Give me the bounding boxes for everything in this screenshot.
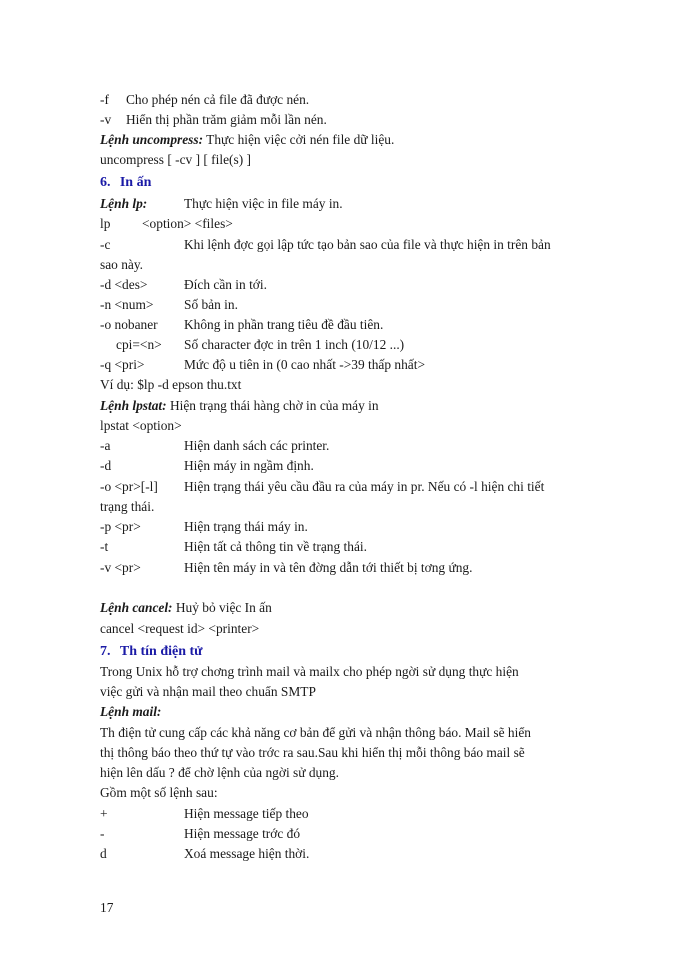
paragraph-line: Trong Unix hỗ trợ chơng trình mail và mailx cho phép ngời sử dụng thực hiện [100, 664, 519, 679]
command-desc: Huỷ bỏ việc In ấn [172, 600, 272, 615]
command-line [100, 131, 394, 148]
option-flag: -t [100, 539, 109, 554]
command-keyword: Lệnh cancel: [100, 600, 173, 615]
option-desc: Xoá message hiện thời. [184, 846, 310, 861]
option-desc: Hiện danh sách các printer. [184, 438, 330, 453]
option-flag: -v [100, 112, 112, 127]
command-desc: Thực hiện việc in file máy in. [184, 196, 343, 211]
option-flag: -n <num> [100, 297, 154, 312]
option-desc: Số character đợc in trên 1 inch (10/12 ...) [184, 337, 405, 352]
section-number: 6. [100, 175, 111, 190]
option-flag: -d [100, 458, 112, 473]
option-desc: Số bản in. [184, 297, 238, 312]
example-line: Ví dụ: $lp -d epson thu.txt [100, 377, 242, 392]
option-flag: -o <pr>[-l] [100, 479, 158, 494]
section-heading [100, 173, 151, 191]
section-number: 7. [100, 644, 111, 659]
option-desc: Hiện message tiếp theo [184, 806, 309, 821]
option-desc: Cho phép nén cả file đã được nén. [126, 92, 310, 107]
command-keyword: Lệnh lpstat: [100, 398, 167, 413]
option-flag: -p <pr> [100, 519, 141, 534]
option-flag: -v <pr> [100, 560, 141, 575]
option-desc: Đích cần in tới. [184, 277, 267, 292]
paragraph-line: thị thông báo theo thứ tự vào trớc ra sau.Sau khi hiển thị mỗi thông báo mail sẽ [100, 745, 525, 760]
option-desc: Hiện tên máy in và tên đờng dẫn tới thiết bị tơng ứng. [184, 560, 473, 575]
syntax-line: cancel <request id> <printer> [100, 621, 260, 636]
option-desc: Hiện trạng thái yêu cầu đầu ra của máy in pr. Nếu có -l hiện chi tiết [184, 479, 545, 494]
command-desc: Hiện trạng thái hàng chờ in của máy in [166, 398, 379, 413]
option-desc: Hiện trạng thái máy in. [184, 519, 308, 534]
command-keyword: Lệnh mail: [100, 704, 162, 719]
syntax-line: uncompress [ -cv ] [ file(s) ] [100, 152, 251, 167]
command-desc: Thực hiện việc cởi nén file dữ liệu. [203, 132, 395, 147]
option-desc: Hiển thị phần trăm giảm mỗi lần nén. [126, 112, 327, 127]
option-desc: Mức độ u tiên in (0 cao nhất ->39 thấp nhất> [184, 357, 426, 372]
option-desc: Hiện máy in ngầm định. [184, 458, 314, 473]
command-line [100, 599, 272, 616]
option-flag: + [100, 806, 108, 821]
option-flag: -f [100, 92, 109, 107]
option-flag: -a [100, 438, 111, 453]
command-keyword: Lệnh uncompress: [100, 132, 204, 147]
paragraph-line: Th điện tử cung cấp các khả năng cơ bản để gửi và nhận thông báo. Mail sẽ hiển [100, 725, 531, 740]
syntax-args: <option> <files> [142, 216, 233, 231]
option-flag: -d <des> [100, 277, 148, 292]
paragraph-line: hiện lên dấu ? để chờ lệnh của ngời sử dụng. [100, 765, 339, 780]
section-title: Th tín điện tử [119, 644, 203, 659]
syntax-line: lpstat <option> [100, 418, 182, 433]
text-line: sao này. [100, 257, 144, 272]
syntax-cmd: lp [100, 216, 111, 231]
option-flag: d [100, 846, 107, 861]
option-desc: Hiện tất cả thông tin về trạng thái. [184, 539, 367, 554]
page-number: 17 [100, 900, 114, 915]
section-title: In ấn [119, 175, 152, 190]
command-line [100, 397, 379, 414]
paragraph-line: việc gửi và nhận mail theo chuẩn SMTP [100, 684, 316, 699]
option-flag: -c [100, 237, 111, 252]
option-desc: Khi lệnh đợc gọi lập tức tạo bản sao của file và thực hiện in trên bản [184, 237, 551, 252]
option-flag: cpi=<n> [116, 337, 162, 352]
option-flag: -o nobaner [100, 317, 158, 332]
command-keyword: Lệnh lp: [100, 196, 148, 211]
command-line [100, 703, 161, 720]
option-flag: -q <pri> [100, 357, 145, 372]
text-line: trạng thái. [100, 499, 155, 514]
paragraph-line: Gồm một số lệnh sau: [100, 785, 218, 800]
section-heading [100, 642, 203, 660]
option-desc: Không in phần trang tiêu đề đầu tiên. [184, 317, 384, 332]
option-flag: - [100, 826, 105, 841]
option-desc: Hiện message trớc đó [184, 826, 301, 841]
